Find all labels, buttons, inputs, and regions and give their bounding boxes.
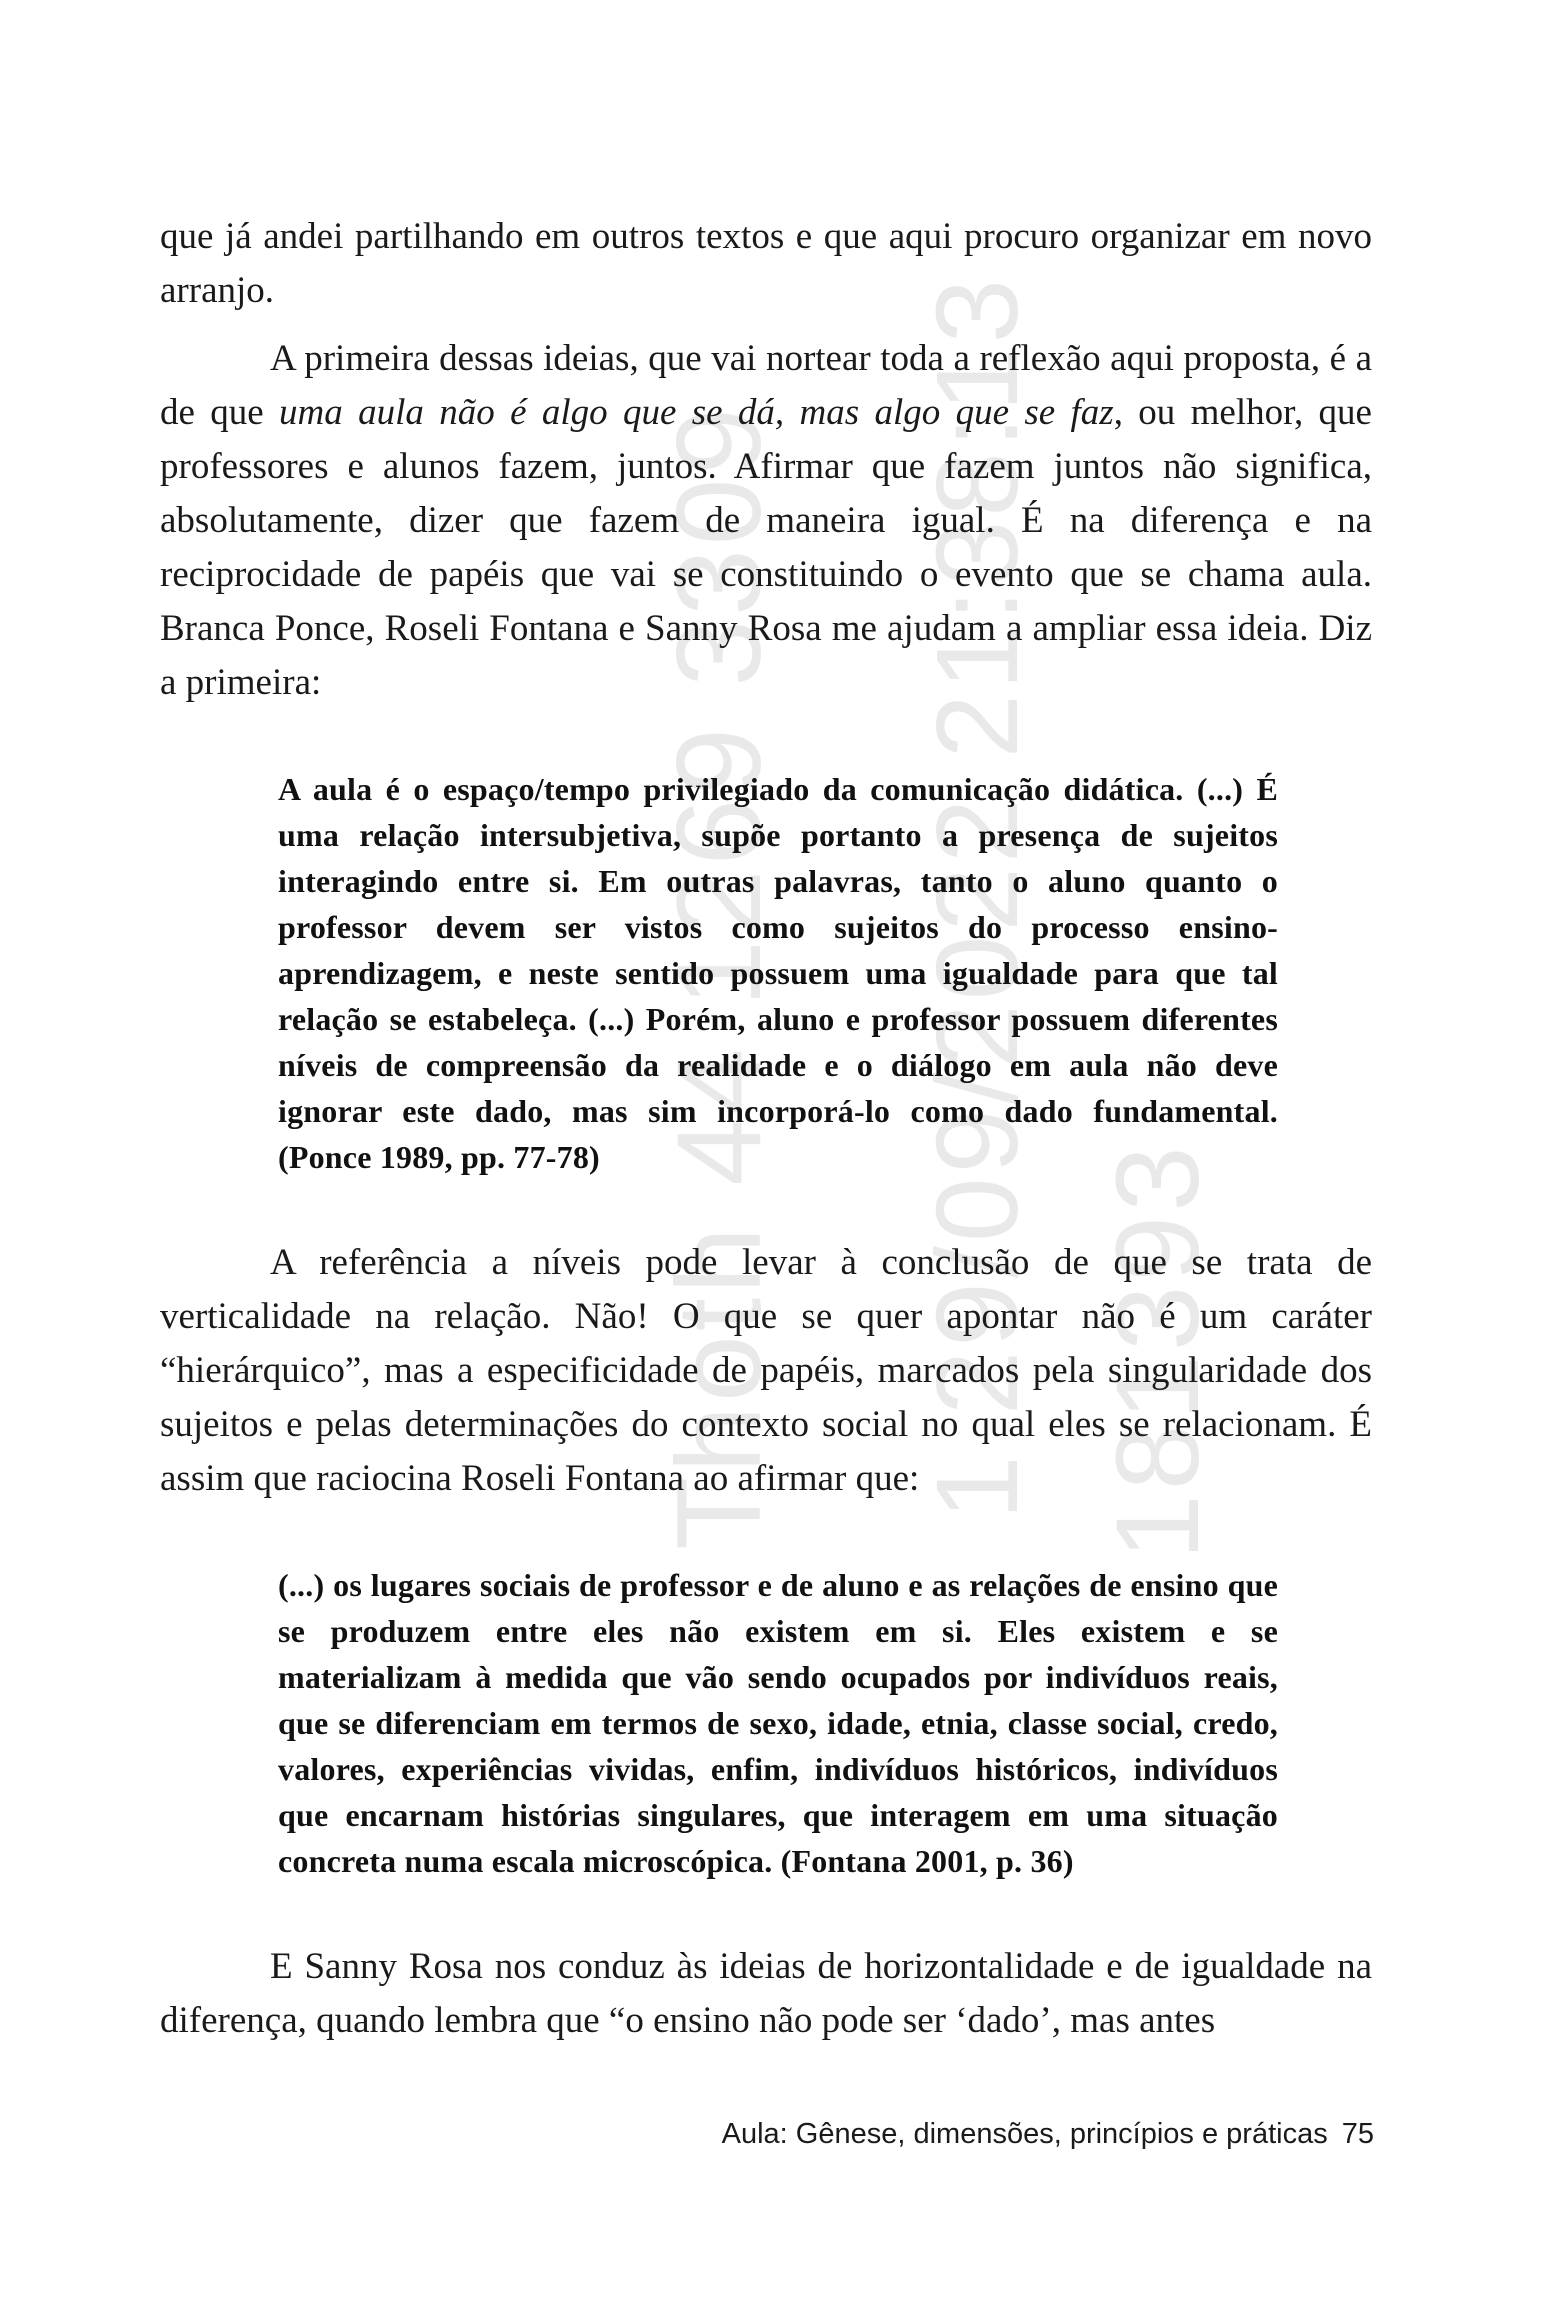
paragraph-first-idea (160, 332, 1372, 710)
running-title: Aula: Gênese, dimensões, princípios e práticas (721, 2118, 1328, 2150)
body-text (160, 210, 1372, 2048)
block-quote-ponce: A aula é o espaço/tempo privilegiado da comunicação didática. (...) É uma relação intersubjetiva, supõe portanto a presença de sujeitos interagindo entre si. Em outras palavras, tanto o aluno quanto o professor devem ser vistos como sujeitos do processo ensino-aprendizagem, e neste sentido possuem uma igualdade para que tal relação se estabeleça. (...) Porém, aluno e professor possuem diferentes níveis de compreensão da realidade e o diálogo em aula não deve ignorar este dado, mas sim incorporá-lo como dado fundamental. (Ponce 1989, pp. 77-78) (278, 771, 1278, 1175)
watermark-line-1: Thoth 44 1269 3309 (652, 403, 786, 1550)
page-footer (722, 2118, 1374, 2151)
paragraph-verticality: A referência a níveis pode levar à conclusão de que se trata de verticalidade na relação. Não! O que se quer apontar não é um caráter “hierárquico”, mas a especificidade de papéis, marcados pela singularidade dos sujeitos e pelas determinações do contexto social no qual eles se relacionam. É assim que raciocina Roseli Fontana ao afirmar que: (160, 1242, 1372, 1499)
block-quote-fontana: (...) os lugares sociais de professor e de aluno e as relações de ensino que se produzem entre eles não existem em si. Eles existem e se materializam à medida que vão sendo ocupados por indivíduos reais, que se diferenciam em termos de sexo, idade, etnia, classe social, credo, valores, experiências vividas, enfim, indivíduos históricos, indivíduos que encarnam histórias singulares, que interagem em uma situação concreta numa escala microscópica. (Fontana 2001, p. 36) (278, 1567, 1278, 1879)
paragraph-text: , ou melhor, que professores e alunos fazem, juntos. Afirmar que fazem juntos não significa, absolutamente, dizer que fazem de maneira igual. É na diferença e na reciprocidade de papéis que vai se constituindo o evento que se chama aula. Branca Ponce, Roseli Fontana e Sanny Rosa me ajudam a ampliar essa ideia. Diz a primeira: (160, 392, 1372, 703)
watermark-line-2: 1 29/09/2022 21:38:13 (912, 274, 1042, 1520)
paragraph-sanny-rosa: E Sanny Rosa nos conduz às ideias de horizontalidade e de igualdade na diferença, quando lembra que “o ensino não pode ser ‘dado’, mas antes (160, 1946, 1372, 2041)
paragraph-text: A primeira dessas ideias, que vai nortear toda a reflexão aqui proposta, é a de que (160, 338, 1372, 433)
italic-emphasis: uma aula não é algo que se dá, mas algo que se faz (279, 392, 1114, 433)
page-number: 75 (1341, 2118, 1374, 2150)
watermark-line-3: 181393 (1092, 1142, 1224, 1560)
paragraph-continuation: que já andei partilhando em outros textos e que aqui procuro organizar em novo arranjo. (160, 216, 1372, 311)
